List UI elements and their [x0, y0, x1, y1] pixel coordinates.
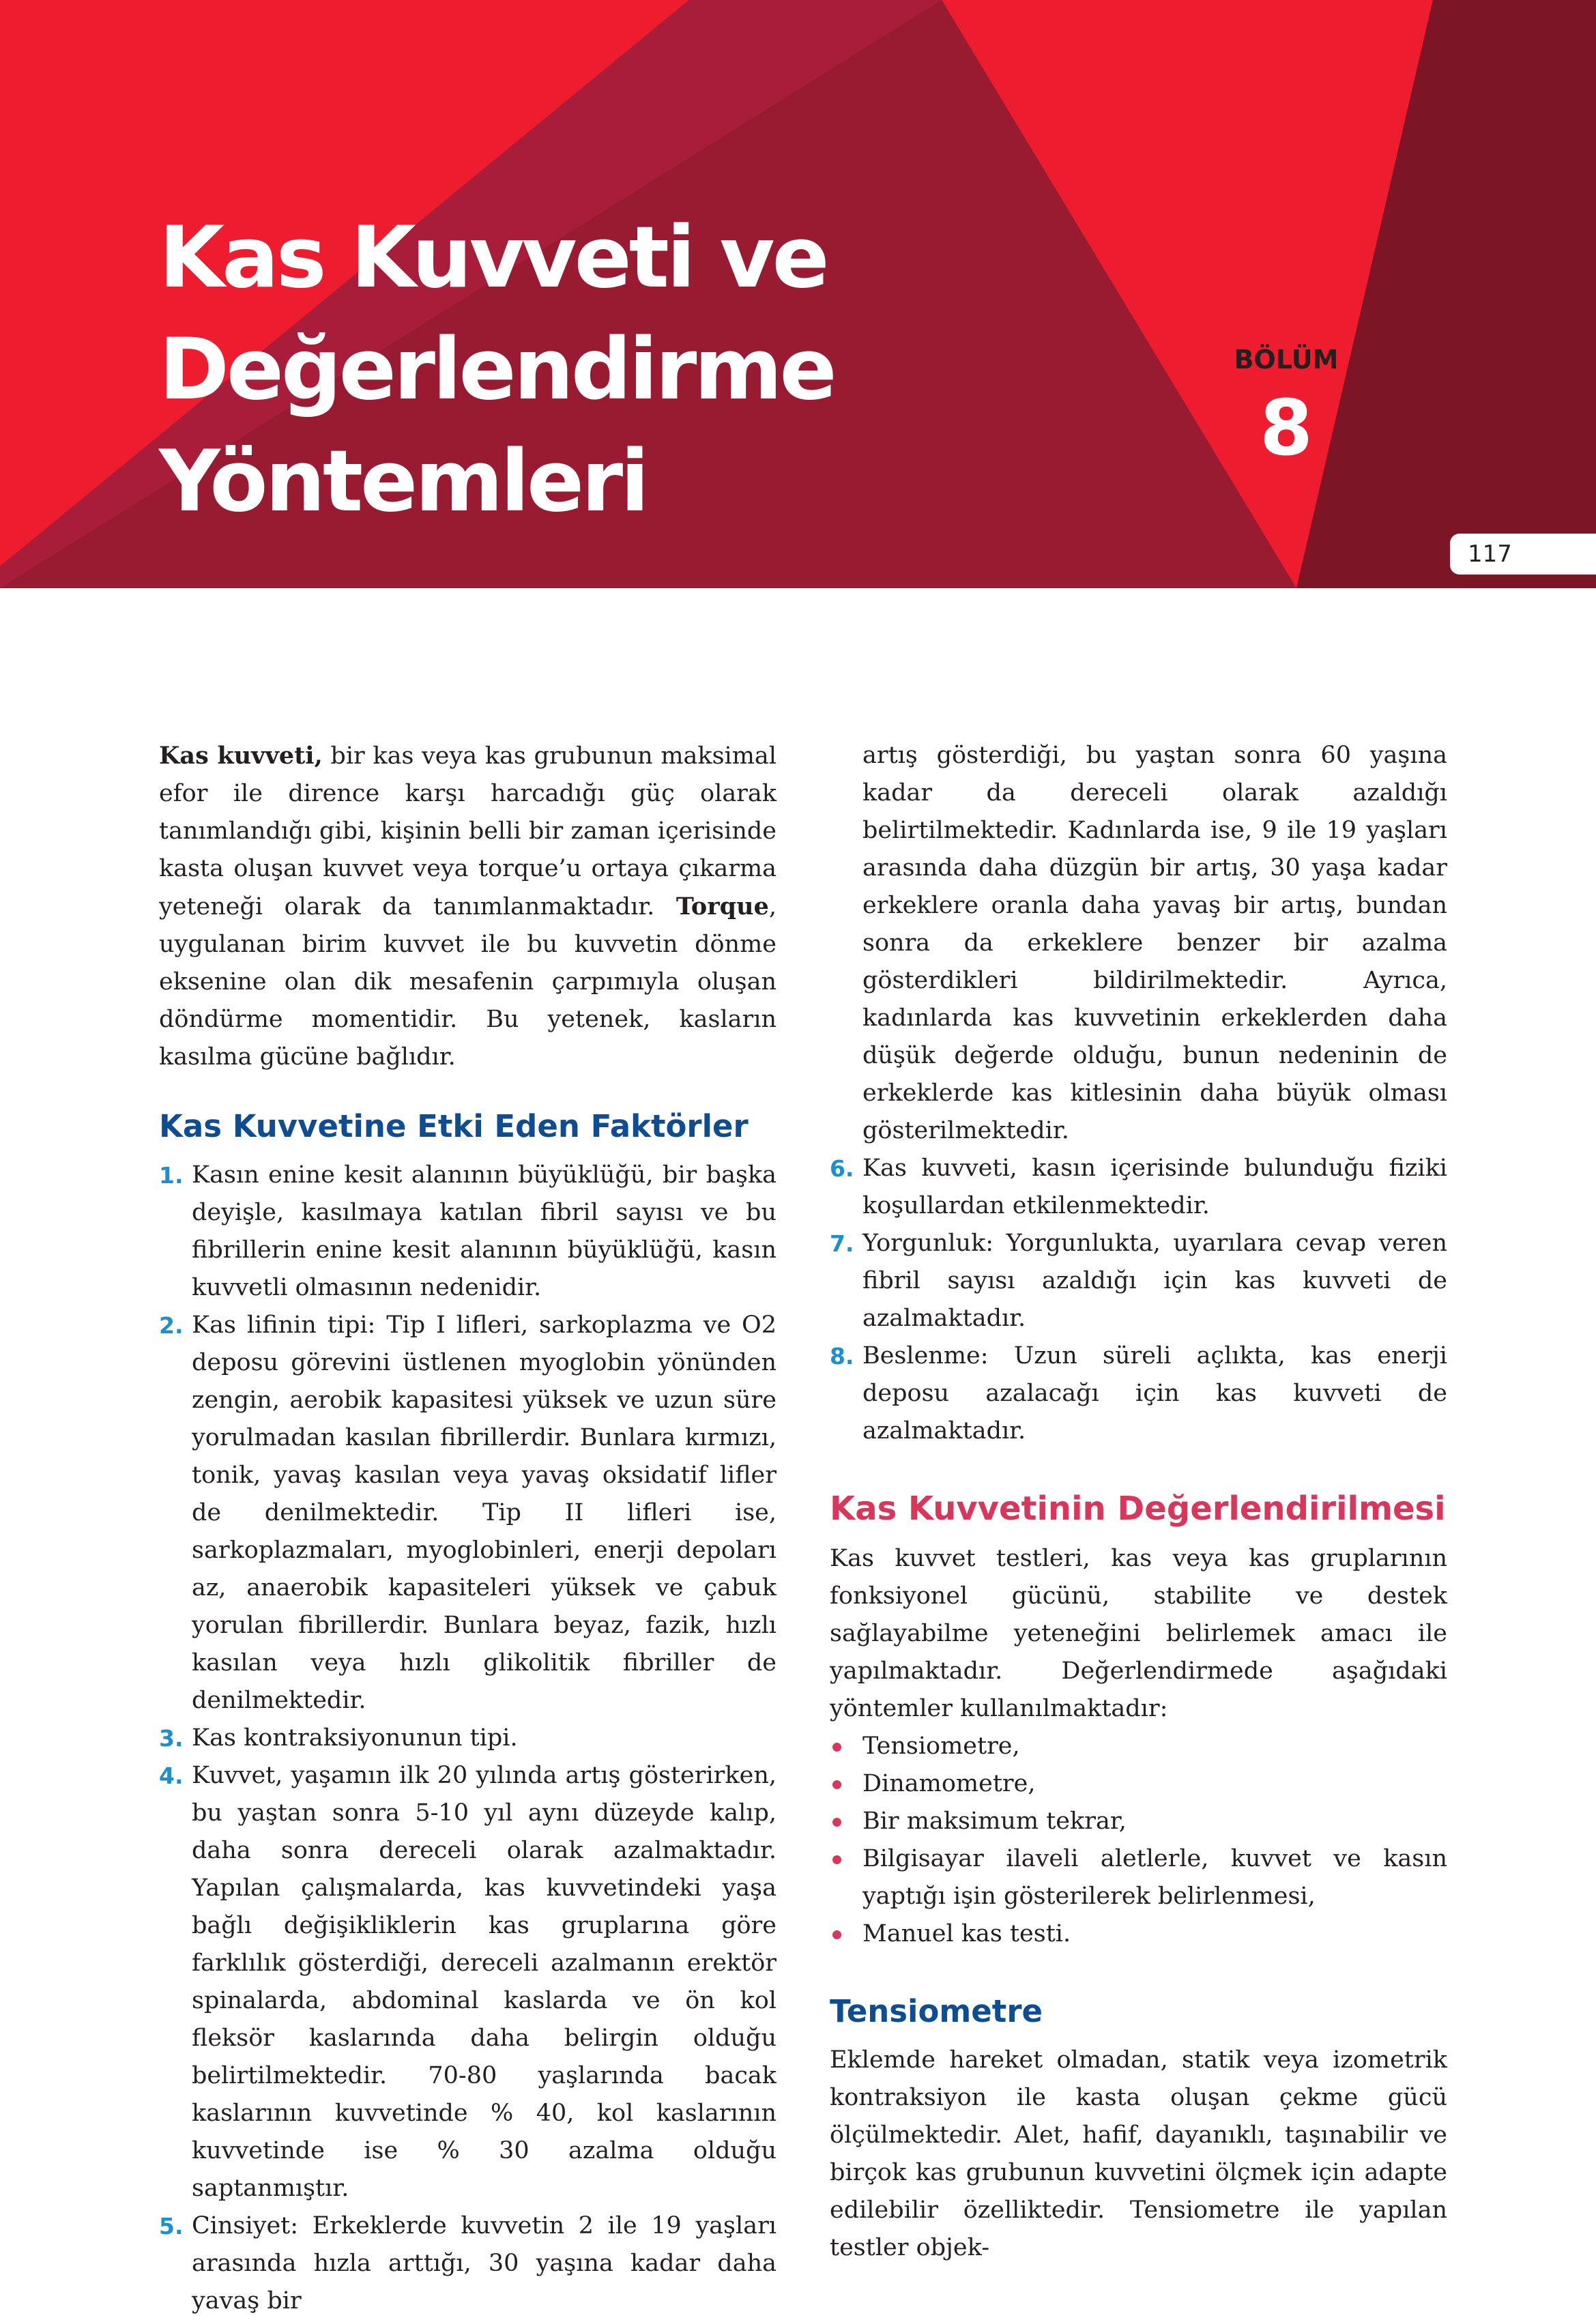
item-text: Cinsiyet: Erkeklerde kuvvetin 2 ile 19 yaşları arasında hızla arttığı, 30 yaşına kadar daha yavaş bir: [192, 2212, 777, 2315]
evaluation-paragraph: Kas kuvvet testleri, kas veya kas gruplarının fonksiyonel gücünü, stabilite ve destek sağlayabilme yeteneğini belirlemek amacı ile yapılmaktadır. Değerlendirmede aşağıdaki yöntemler kullanılmaktadır:: [830, 1545, 1447, 1722]
chapter-banner: [0, 0, 1596, 588]
item-text: Kas kuvveti, kasın içerisinde bulunduğu fiziki koşullardan etkilenmektedir.: [862, 1155, 1447, 1219]
method-text: Bir maksimum tekrar,: [862, 1808, 1127, 1835]
item-text: artış gösterdiği, bu yaştan sonra 60 yaşına kadar da dereceli olarak azaldığı belirtilmektedir. Kadınlarda ise, 9 ile 19 yaşları arasında daha düzgün bir artış, 30 yaşa kadar erkeklere oranla daha yavaş bir artış, bundan sonra da erkeklere benzer bir azalma gösterdikleri bildirilmektedir. Ayrıca, kadınlarda kas kuvvetinin erkeklerden daha düşük değerde olduğu, bunun nedeninin de erkeklerde kas kitlesinin daha büyük olması gösterilmektedir.: [862, 742, 1447, 1144]
chapter-title-line-3: Yöntemleri: [159, 433, 647, 531]
tensiometer-paragraph: Eklemde hareket olmadan, statik veya izometrik kontraksiyon ile kasta oluşan çekme gücü ölçülmektedir. Alet, hafif, dayanıklı, taşınabilir ve birçok kas grubunun kuvvetini ölçmek için adapte edilebilir özelliktedir. Tensiometre ile yapılan testler objek-: [830, 2046, 1447, 2261]
list-item: [830, 1915, 1447, 1953]
methods-list: [830, 1728, 1447, 1953]
item-number: 3.: [159, 1725, 184, 1752]
item-number: 4.: [159, 1763, 184, 1789]
list-item: [159, 1307, 777, 1720]
intro-text-2: , uygulanan birim kuvvet ile bu kuvvetin dönme eksenine olan dik mesafenin çarpımıyla oluşan döndürme momentidir. Bu yetenek, kasların kasılma gücüne bağlıdır.: [159, 893, 777, 1071]
factors-heading: Kas Kuvvetine Etki Eden Faktörler: [159, 1108, 749, 1144]
list-item: [159, 1157, 777, 1307]
list-item: [159, 1720, 777, 1757]
list-item: [159, 1757, 777, 2207]
intro-text-1: bir kas veya kas grubunun maksimal efor ile dirence karşı harcadığı güç olarak tanımlandığı gibi, kişinin belli bir zaman içerisinde kasta oluşan kuvvet veya torque’u ortaya çıkarma yeteneği olarak da tanımlanmaktadır.: [159, 742, 777, 920]
list-item: [159, 2207, 777, 2320]
right-column: [830, 737, 1447, 2267]
bullet-icon: [832, 1930, 841, 1939]
item-text: Kas kontraksiyonunun tipi.: [192, 1724, 518, 1752]
item-text: Kuvvet, yaşamın ilk 20 yılında artış gösterirken, bu yaştan sonra 5-10 yıl aynı düzeyde kalıp, daha sonra dereceli olarak azalmaktadır. Yapılan çalışmalarda, kas kuvvetindeki yaşa bağlı değişikliklerin kas gruplarına göre farklılık gösterdiği, dereceli azalmanın erektör spinalarda, abdominal kaslarda ve ön kol fleksör kaslarında daha belirgin olduğu belirtilmektedir. 70-80 yaşlarında bacak kaslarının kuvvetinde % 40, kol kaslarının kuvvetinde ise % 30 azalma olduğu saptanmıştır.: [192, 1762, 777, 2202]
item-number: 6.: [830, 1155, 854, 1182]
intro-term-torque: Torque: [676, 893, 769, 920]
item-text: Yorgunluk: Yorgunlukta, uyarılara cevap veren fibril sayısı azaldığı için kas kuvveti de azalmaktadır.: [862, 1230, 1447, 1332]
chapter-label: BÖLÜM: [1234, 345, 1339, 375]
bullet-icon: [832, 1855, 841, 1864]
item-number: 5.: [159, 2213, 184, 2239]
list-item-continuation: [830, 737, 1447, 1150]
tensiometer-heading: Tensiometre: [830, 1993, 1043, 2029]
chapter-title-line-2: Değerlendirme: [159, 321, 835, 419]
bullet-icon: [832, 1818, 841, 1827]
list-item: [830, 1728, 1447, 1765]
list-item: [830, 1803, 1447, 1840]
chapter-title-line-1: Kas Kuvveti ve: [159, 209, 827, 307]
chapter-title: [159, 202, 835, 538]
page-number: 117: [1468, 540, 1512, 568]
page-number-tab: [1450, 534, 1596, 575]
item-text: Kasın enine kesit alanının büyüklüğü, bir başka deyişle, kasılmaya katılan fibril sayısı ve bu fibrillerin enine kesit alanının büyüklüğü, kasın kuvvetli olmasının nedenidir.: [192, 1161, 777, 1301]
item-number: 8.: [830, 1343, 854, 1369]
item-number: 7.: [830, 1230, 854, 1257]
method-text: Bilgisayar ilaveli aletlerle, kuvvet ve kasın yaptığı işin gösterilerek belirlenmesi,: [862, 1845, 1447, 1910]
item-text: Beslenme: Uzun süreli açlıkta, kas enerji deposu azalacağı için kas kuvveti de azalmaktadır.: [862, 1342, 1447, 1445]
intro-term: Kas kuvveti,: [159, 742, 323, 770]
method-text: Tensiometre,: [862, 1732, 1020, 1760]
left-column: [159, 737, 777, 2320]
intro-paragraph: [159, 737, 777, 1076]
list-item: [830, 1765, 1447, 1803]
method-text: Manuel kas testi.: [862, 1920, 1071, 1947]
list-item: [830, 1840, 1447, 1915]
factors-list: [159, 1157, 777, 2320]
item-text: Kas lifinin tipi: Tip I lifleri, sarkoplazma ve O2 deposu görevini üstlenen myoglobin yönünden zengin, aerobik kapasitesi yüksek ve uzun süre yorulmadan kasılan fibrillerdir. Bunlara kırmızı, tonik, yavaş kasılan veya yavaş oksidatif lifler de denilmektedir. Tip II lifleri ise, sarkoplazmaları, myoglobinleri, enerji depoları az, anaerobik kapasiteleri yüksek ve çabuk yorulan fibrillerdir. Bunlara beyaz, fazik, hızlı kasılan veya hızlı glikolitik fibriller de denilmektedir.: [192, 1311, 777, 1714]
bullet-icon: [832, 1780, 841, 1789]
chapter-number: 8: [1260, 384, 1313, 473]
list-item: [830, 1150, 1447, 1225]
method-text: Dinamometre,: [862, 1770, 1036, 1797]
list-item: [830, 1337, 1447, 1450]
factors-list-continued: [830, 737, 1447, 1450]
evaluation-heading: Kas Kuvvetinin Değerlendirilmesi: [830, 1490, 1446, 1528]
item-number: 2.: [159, 1312, 184, 1339]
bullet-icon: [832, 1743, 841, 1752]
item-number: 1.: [159, 1162, 184, 1189]
list-item: [830, 1225, 1447, 1337]
